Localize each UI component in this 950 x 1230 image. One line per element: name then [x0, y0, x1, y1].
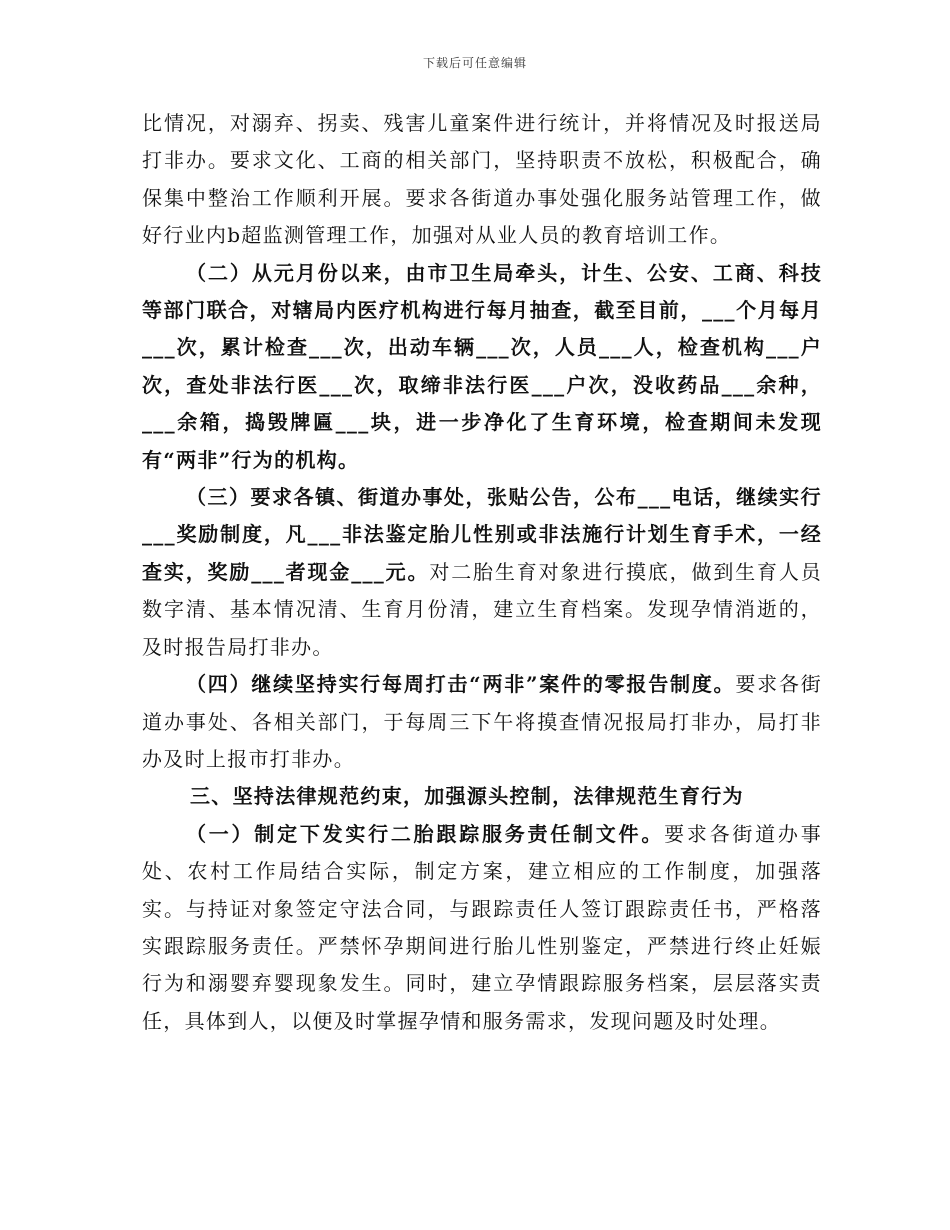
- paragraph-4: [142, 666, 822, 778]
- paragraph-3-bold-text: （三）要求各镇、街道办事处，张贴公告，公布___电话，继续实行___奖励制度，凡___非法鉴定胎儿性别或非法施行计划生育手术，一经查实，奖励___者现金___元。: [142, 485, 822, 584]
- paragraph-5-bold-text: （一）制定下发实行二胎跟踪服务责任制文件。: [186, 821, 665, 846]
- paragraph-2: （二）从元月份以来，由市卫生局牵头，计生、公安、工商、科技等部门联合，对辖局内医疗机构进行每月抽查，截至目前，___个月每月___次，累计检查___次，出动车辆___次，人员___人，检查机构___户次，查处非法行医___次，取缔非法行医___户次，没收药品___余种，___余箱，捣毁牌匾___块，进一步净化了生育环境，检查期间未发现有“两非”行为的机构。: [142, 260, 822, 472]
- paragraph-3-text: 对二胎生育对象进行摸底，做到生育人员数字清、基本情况清、生育月份清，建立生育档案。发现孕情消逝的，及时报告局打非办。: [142, 559, 822, 659]
- paragraph-4-text: 要求各街道办事处、各相关部门，于每周三下午将摸查情况报局打非办，局打非办及时上报市打非办。: [142, 672, 823, 771]
- header-note: 下载后可任意编辑: [422, 56, 527, 70]
- paragraph-5-text: 要求各街道办事处、农村工作局结合实际，制定方案，建立相应的工作制度，加强落实。与持证对象签定守法合同，与跟踪责任人签订跟踪责任书，严格落实跟踪服务责任。严禁怀孕期间进行胎儿性别鉴定，严禁进行终止妊娠行为和溺婴弃婴现象发生。同时，建立孕情跟踪服务档案，层层落实责任，具体到人，以便及时掌握孕情和服务需求，发现问题及时处理。: [142, 821, 822, 1033]
- paragraph-5: [142, 816, 822, 1040]
- document-body: [142, 105, 822, 1040]
- paragraph-4-bold-text: （四）继续坚持实行每周打击“两非”案件的零报告制度。: [186, 672, 736, 697]
- paragraph-3: [142, 479, 822, 666]
- paragraph-1: 比情况，对溺弃、拐卖、残害儿童案件进行统计，并将情况及时报送局打非办。要求文化、工商的相关部门，坚持职责不放松，积极配合，确保集中整治工作顺利开展。要求各街道办事处强化服务站管理工作，做好行业内b超监测管理工作，加强对从业人员的教育培训工作。: [142, 111, 822, 248]
- section-heading-3: 三、坚持法律规范约束，加强源头控制，法律规范生育行为: [190, 784, 744, 809]
